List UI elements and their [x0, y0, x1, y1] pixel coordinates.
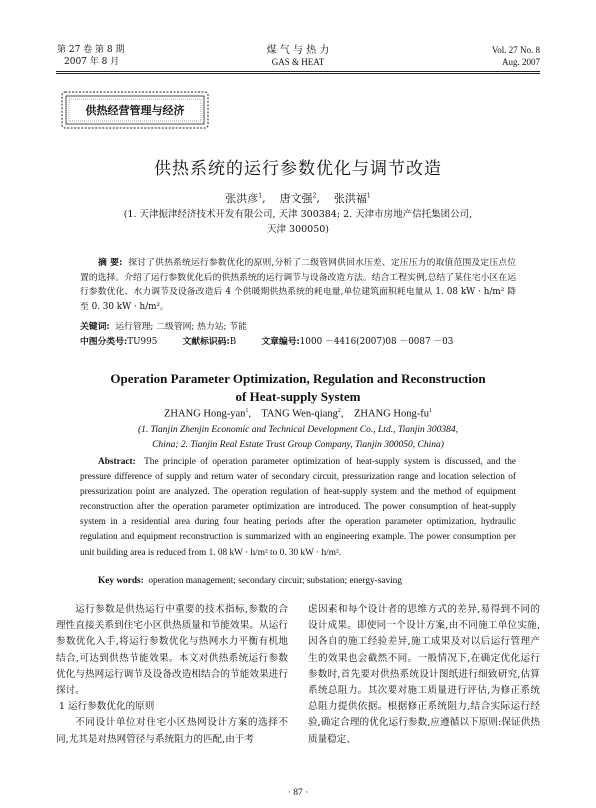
authors-cn: 张洪彦$^1$, 唐文强$^2$, 张洪福$^1$: [225, 192, 371, 205]
section-heading-1: 1 运行参数优化的原则: [58, 701, 155, 713]
doc-code-label: 文献标识码:: [182, 337, 230, 347]
body-column-right: [308, 602, 540, 748]
header-rule-2: [56, 73, 540, 74]
abstract-en-text: The principle of operation parameter optimization of heat-supply system is discussed, and the pressure difference of supply and return water of secondary circuit, pressurization range and location selection of pressurization point are analyzed. The operation regulation of heat-supply system and the method of equipment reconstruction after the operation parameter optimization are introduced. The power consumption of heat-supply system in a residential area during four heating periods after the operation parameter optimization, hydraulic regulation and equipment reconstruction is summarized with an engineering example. The power consumption per unit building area is reduced from 1. 08 kW · h/m² to 0. 30 kW · h/m².: [80, 457, 517, 558]
article-id-value: 1000 －4416(2007)08 －0087 －03: [299, 337, 454, 347]
abstract-cn-label: 摘 要:: [98, 258, 123, 268]
authors-en: ZHANG Hong-yan$^1$, TANG Wen-qiang$^2$, ZHANG Hong-$fu^1$: [164, 408, 432, 420]
keywords-en: [80, 574, 516, 589]
author-cn-3-affil: 1: [366, 192, 371, 200]
journal-title-en: GAS & HEAT: [271, 57, 325, 67]
abstract-en-label: Abstract:: [98, 457, 136, 467]
header-date-en: Aug. 2007: [502, 57, 540, 67]
author-en-2: TANG Wen-qiang: [261, 408, 338, 420]
clc-label: 中图分类号:: [80, 337, 128, 347]
author-cn-2: 唐文强: [279, 192, 313, 205]
clc-value: TU995: [127, 337, 158, 347]
header-volume-cn: 第 27 卷 第 8 期: [57, 45, 125, 55]
author-cn-2-affil: 2: [312, 192, 317, 200]
body-paragraph-1: 运行参数是供热运行中重要的技术指标,参数的合理性直接关系到住宅小区供热质量和节能效果。从运行参数优化入手,将运行参数优化与热网水力平衡有机地结合,可达到供热节能效果。本文对供热系统运行参数优化与热网运行调节及设备改造相结合的节能效果进行探讨。: [56, 604, 288, 697]
author-en-2-affil: 2: [337, 408, 341, 414]
keywords-cn-text: 运行管理; 二级管网; 热力站; 节能: [115, 322, 247, 332]
author-cn-1-affil: 1: [258, 192, 263, 200]
affiliation-cn-line-1: (1. 天津振津经济技术开发有限公司, 天津 300384; 2. 天津市房地产信托集团公司,: [123, 209, 473, 220]
abstract-cn-text: 探讨了供热系统运行参数优化的原则,分析了二级管网供回水压差、定压压力的取值范围及定压点位置的选择。介绍了运行参数优化后的供热系统的运行调节与设备改造方法。结合工程实例,总结了某住宅小区在运行参数优化、水力调节及设备改造后 4 个供暖期供热系统的耗电量,单位建筑面积耗电量从 1. 08 kW · h/m² 降至 0. 30 kW · h/m²。: [80, 258, 516, 312]
body-column-left: [56, 602, 288, 748]
body-paragraph-3: 虑因素和每个设计者的思维方式的差异,易得到不同的设计成果。即使同一个设计方案,由不同施工单位实施,因各自的施工经验差异,施工成果及对以后运行管理产生的效果也会截然不同。一般情况下,在确定优化运行参数时,首先要对供热系统设计图纸进行细致研究,估算系统总阻力。其次要对施工质量进行评估,为修正系统总阻力提供依据。根据修正系统阻力,结合实际运行经验,确定合理的优化运行参数,应遵循以下原则:保证供热质量稳定、: [308, 604, 540, 745]
header-date-cn: 2007 年 8 月: [64, 57, 120, 67]
keywords-en-text: operation management; secondary circuit; substation; energy-saving: [148, 576, 402, 586]
article-id-label: 文章编号:: [261, 337, 300, 347]
section-label: 供热经营管理与经济: [85, 104, 185, 117]
author-en-1: ZHANG Hong-yan: [164, 408, 246, 420]
header-volume-en: Vol. 27 No. 8: [491, 45, 540, 55]
keywords-en-label: Key words:: [98, 576, 144, 586]
author-en-1-affil: 1: [245, 408, 249, 414]
affiliation-cn-line-2: 天津 300050): [267, 224, 329, 235]
author-en-3: ZHANG Hong-fu: [354, 408, 429, 420]
paper-title-en-line-2: of Heat-supply System: [235, 389, 361, 404]
abstract-cn: [80, 256, 516, 314]
paper-title-cn: 供热系统的运行参数优化与调节改造: [154, 159, 442, 179]
page-number: · 87 ·: [287, 788, 309, 798]
author-cn-1: 张洪彦: [225, 192, 259, 205]
affiliation-en-line-1: (1. Tianjin Zhenjin Economic and Technical Development Co., Ltd., Tianjin 300384,: [138, 425, 458, 435]
author-en-3-affil: 1: [428, 408, 432, 414]
affiliation-en-line-2: China; 2. Tianjin Real Estate Trust Group Company, Tianjin 300050, China): [152, 440, 444, 450]
body-paragraph-2: 不同设计单位对住宅小区热网设计方案的选择不同,尤其是对热网管径与系统阻力的匹配,由于考: [56, 717, 288, 745]
keywords-cn-label: 关键词:: [80, 322, 110, 332]
keywords-cn: [80, 320, 516, 335]
paper-title-en-line-1: Operation Parameter Optimization, Regulation and Reconstruction: [110, 371, 486, 386]
classification-line: [80, 335, 516, 350]
author-cn-3: 张洪福: [333, 192, 367, 205]
abstract-en: [80, 455, 516, 561]
journal-title-cn: 煤 气 与 热 力: [266, 45, 330, 56]
header-rule: [56, 71, 540, 72]
doc-code-value: B: [229, 337, 237, 347]
